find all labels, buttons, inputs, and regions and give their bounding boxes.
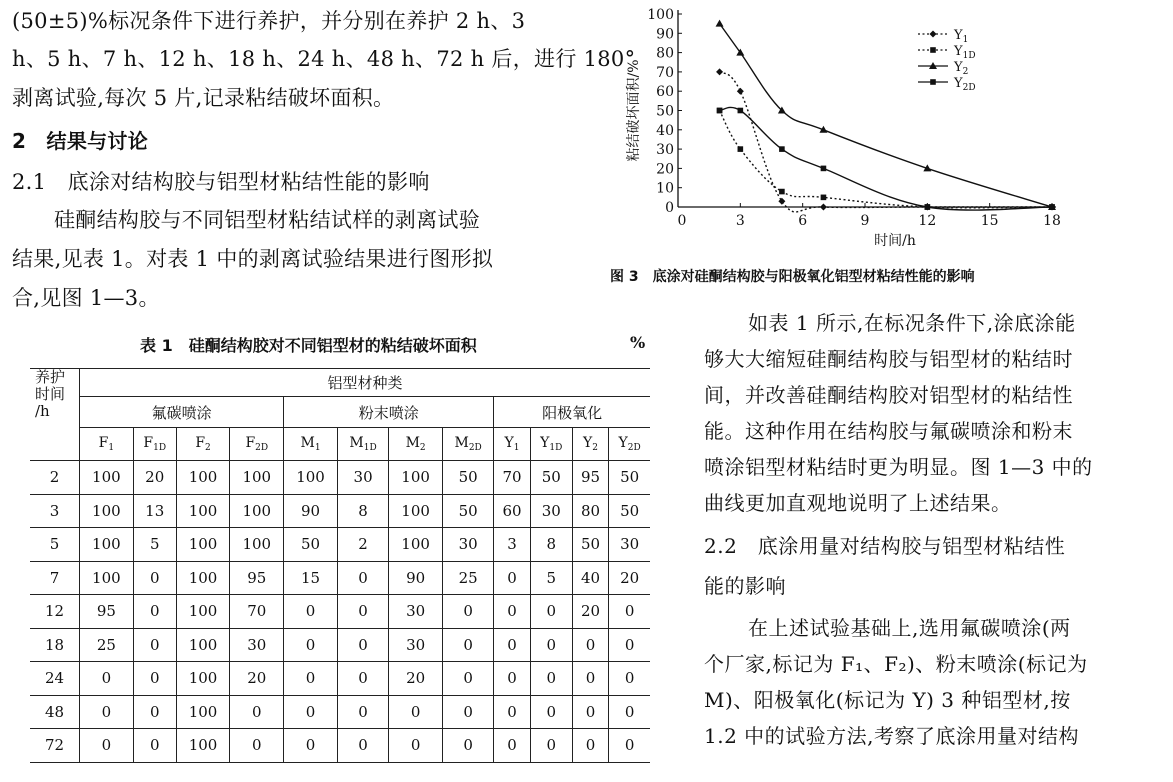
table-cell: 100 [80, 561, 134, 595]
x-tick-label: 0 [677, 213, 687, 229]
table-cell: 0 [494, 729, 530, 763]
table-cell: 100 [176, 528, 230, 562]
table-cell: 0 [494, 695, 530, 729]
table-cell: 0 [442, 662, 493, 696]
body-text-line: (50±5)%标况条件下进行养护，并分别在养护 2 h、3 [12, 9, 526, 33]
body-text-line: 剥离试验,每次 5 片,记录粘结破坏面积。 [12, 86, 395, 110]
data-point-y1d [821, 195, 827, 201]
figure-3 [612, 0, 1172, 300]
time-header: 养护 时间 /h [30, 369, 80, 461]
table-cell: 0 [442, 628, 493, 662]
table-cell: 50 [442, 461, 493, 495]
data-point-y2d [738, 108, 744, 114]
table-cell: 0 [530, 695, 572, 729]
body-text-line: 能。这种作用在结构胶与氟碳喷涂和粉末 [704, 419, 1073, 443]
table-row [30, 595, 650, 629]
time-cell: 3 [30, 494, 80, 528]
table-cell: 0 [609, 729, 650, 763]
time-cell: 5 [30, 528, 80, 562]
table-row [30, 561, 650, 595]
y-tick-label: 0 [665, 200, 674, 216]
table-cell: 100 [80, 494, 134, 528]
table-cell: 100 [176, 595, 230, 629]
table-cell: 0 [133, 628, 176, 662]
table-cell: 0 [337, 662, 388, 696]
y-tick-label: 50 [656, 103, 674, 120]
data-point-y2d [717, 108, 723, 114]
table-cell: 0 [284, 729, 338, 763]
column-header: $M_{1D}$ [337, 428, 388, 461]
body-text-line: 如表 1 所示,在标况条件下,涂底涂能 [748, 311, 1076, 335]
series-line-y2 [720, 24, 1052, 207]
data-point-y1 [716, 68, 723, 75]
table-cell: 100 [176, 662, 230, 696]
table-cell: 100 [230, 528, 284, 562]
y-tick-label: 60 [656, 84, 674, 101]
table-row [30, 695, 650, 729]
table-cell: 20 [389, 662, 443, 696]
table-cell: 0 [530, 729, 572, 763]
table-caption: 表 1 硅酮结构胶对不同铝型材的粘结破坏面积 [140, 336, 477, 355]
legend-marker [930, 31, 937, 38]
table-cell: 100 [176, 729, 230, 763]
y-tick-label: 80 [656, 45, 674, 62]
table-cell: 0 [389, 729, 443, 763]
column-header: $Y_1$ [494, 428, 530, 461]
legend-label: $Y_2$ [954, 60, 969, 77]
table-cell: 30 [389, 628, 443, 662]
data-point-y2d [779, 146, 785, 152]
subsection-heading: 2.2 底涂用量对结构胶与铝型材粘结性 [704, 534, 1066, 558]
table-cell: 15 [284, 561, 338, 595]
y-tick-label: 20 [656, 161, 674, 178]
data-point-y1 [737, 88, 744, 95]
time-cell: 18 [30, 628, 80, 662]
section-heading: 2 结果与讨论 [12, 129, 149, 153]
table-cell: 30 [230, 628, 284, 662]
table-cell: 30 [442, 528, 493, 562]
table-cell: 25 [80, 628, 134, 662]
data-table [30, 368, 650, 763]
table-cell: 2 [337, 528, 388, 562]
body-text-line: 1.2 中的试验方法,考察了底涂用量对结构 [704, 724, 1080, 748]
table-cell: 100 [176, 561, 230, 595]
table-cell: 0 [609, 595, 650, 629]
y-axis-label: 粘结破坏面积/% [626, 59, 642, 162]
table-cell: 0 [133, 695, 176, 729]
y-tick-label: 90 [656, 26, 674, 43]
table-unit: % [630, 333, 646, 352]
x-tick-label: 3 [735, 213, 745, 229]
table-cell: 0 [284, 595, 338, 629]
legend-label: $Y_{1D}$ [954, 44, 976, 61]
time-cell: 24 [30, 662, 80, 696]
table-cell: 0 [530, 595, 572, 629]
data-point-y2d [925, 204, 931, 210]
data-point-y2 [716, 20, 724, 27]
table-cell: 0 [494, 561, 530, 595]
time-cell: 7 [30, 561, 80, 595]
table-cell: 0 [572, 729, 608, 763]
table-cell: 30 [389, 595, 443, 629]
table-cell: 0 [337, 695, 388, 729]
body-text-line: 合,见图 1—3。 [12, 286, 160, 310]
x-tick-label: 12 [918, 213, 937, 229]
table-cell: 0 [572, 628, 608, 662]
table-cell: 50 [609, 494, 650, 528]
legend-marker [930, 47, 936, 53]
table-cell: 5 [133, 528, 176, 562]
column-header: $F_{1D}$ [133, 428, 176, 461]
group-header: 铝型材种类 [80, 369, 651, 397]
column-header: $F_{2D}$ [230, 428, 284, 461]
table-cell: 20 [230, 662, 284, 696]
table-cell: 100 [176, 461, 230, 495]
table-cell: 0 [230, 695, 284, 729]
table-cell: 50 [530, 461, 572, 495]
table-cell: 100 [230, 494, 284, 528]
table-cell: 100 [230, 461, 284, 495]
table-cell: 100 [176, 695, 230, 729]
table-cell: 0 [530, 628, 572, 662]
table-cell: 90 [389, 561, 443, 595]
table-cell: 0 [494, 628, 530, 662]
data-point-y2d [1049, 204, 1055, 210]
table-cell: 0 [284, 662, 338, 696]
table-row [30, 528, 650, 562]
table-cell: 0 [337, 561, 388, 595]
data-point-y1d [738, 146, 744, 152]
y-tick-label: 10 [656, 180, 674, 197]
table-cell: 100 [389, 494, 443, 528]
table-cell: 0 [494, 595, 530, 629]
body-text-line: 曲线更加直观地说明了上述结果。 [704, 491, 1012, 515]
body-text-line: 在上述试验基础上,选用氟碳喷涂(两 [748, 616, 1071, 640]
table-cell: 0 [80, 662, 134, 696]
column-header: $Y_{2D}$ [609, 428, 650, 461]
table-cell: 5 [530, 561, 572, 595]
body-text-line: 够大大缩短硅酮结构胶与铝型材的粘结时 [704, 347, 1073, 371]
table-cell: 50 [572, 528, 608, 562]
table-cell: 100 [176, 494, 230, 528]
table-cell: 0 [442, 695, 493, 729]
table-cell: 0 [609, 662, 650, 696]
legend-marker [930, 79, 936, 85]
table-cell: 100 [176, 628, 230, 662]
table-cell: 100 [284, 461, 338, 495]
table-cell: 0 [133, 729, 176, 763]
table-cell: 3 [494, 528, 530, 562]
table-body [30, 461, 650, 763]
table-cell: 0 [609, 695, 650, 729]
table-cell: 100 [80, 461, 134, 495]
y-tick-label: 40 [656, 122, 674, 139]
body-text-line: 结果,见表 1。对表 1 中的剥离试验结果进行图形拟 [12, 247, 494, 271]
subsection-heading: 2.1 底涂对结构胶与铝型材粘结性能的影响 [12, 170, 430, 194]
x-tick-label: 6 [798, 213, 808, 229]
table-row [30, 662, 650, 696]
x-tick-label: 18 [1043, 213, 1061, 229]
subsection-heading: 能的影响 [704, 574, 786, 598]
y-tick-label: 70 [656, 64, 674, 81]
table-cell: 8 [530, 528, 572, 562]
table-cell: 50 [609, 461, 650, 495]
table-cell: 20 [133, 461, 176, 495]
table-cell: 90 [284, 494, 338, 528]
table-cell: 13 [133, 494, 176, 528]
table-cell: 0 [572, 695, 608, 729]
table-cell: 80 [572, 494, 608, 528]
table-cell: 0 [337, 595, 388, 629]
column-header: $M_1$ [284, 428, 338, 461]
column-header: $M_2$ [389, 428, 443, 461]
table-cell: 30 [609, 528, 650, 562]
body-text-line: h、5 h、7 h、12 h、18 h、24 h、48 h、72 h 后，进行 180° [12, 47, 636, 71]
y-tick-label: 30 [656, 142, 674, 159]
table-cell: 25 [442, 561, 493, 595]
category-header: 氟碳喷涂 [80, 397, 284, 428]
table-cell: 0 [284, 628, 338, 662]
table-cell: 95 [230, 561, 284, 595]
data-point-y2d [821, 166, 827, 172]
table-cell: 0 [80, 729, 134, 763]
table-cell: 30 [530, 494, 572, 528]
table-cell: 60 [494, 494, 530, 528]
column-header: $Y_{1D}$ [530, 428, 572, 461]
legend-label: $Y_{2D}$ [954, 76, 976, 93]
category-header: 粉末喷涂 [284, 397, 494, 428]
table-cell: 0 [337, 729, 388, 763]
table-cell: 0 [494, 662, 530, 696]
table-cell: 0 [133, 595, 176, 629]
data-point-y1 [820, 204, 827, 211]
table-cell: 20 [572, 595, 608, 629]
series-line-y2d [720, 107, 1052, 210]
table-cell: 95 [80, 595, 134, 629]
table-cell: 0 [133, 662, 176, 696]
legend-label: $Y_1$ [954, 28, 969, 45]
table-cell: 8 [337, 494, 388, 528]
body-text-line: 硅酮结构胶与不同铝型材粘结试样的剥离试验 [54, 208, 480, 232]
y-tick-label: 100 [647, 7, 674, 23]
body-text-line: 个厂家,标记为 F₁、F₂)、粉末喷涂(标记为 [704, 652, 1088, 676]
table-cell: 0 [133, 561, 176, 595]
table-cell: 0 [442, 595, 493, 629]
x-axis-label: 时间/h [874, 233, 916, 249]
table-cell: 0 [389, 695, 443, 729]
body-text-line: M)、阳极氧化(标记为 Y) 3 种铝型材,按 [704, 688, 1071, 712]
table-cell: 0 [80, 695, 134, 729]
table-cell: 40 [572, 561, 608, 595]
body-text-line: 喷涂铝型材粘结时更为明显。图 1—3 中的 [704, 455, 1093, 479]
table-cell: 70 [230, 595, 284, 629]
time-cell: 72 [30, 729, 80, 763]
table-cell: 0 [442, 729, 493, 763]
table-row [30, 729, 650, 763]
time-cell: 12 [30, 595, 80, 629]
table-cell: 0 [572, 662, 608, 696]
figure-caption: 图 3 底涂对硅酮结构胶与阳极氧化铝型材粘结性能的影响 [610, 269, 975, 285]
data-point-y1d [779, 189, 785, 195]
line-chart [612, 0, 1172, 265]
table-cell: 100 [389, 528, 443, 562]
table-row [30, 494, 650, 528]
time-cell: 2 [30, 461, 80, 495]
table-cell: 100 [389, 461, 443, 495]
series-line-y1 [720, 72, 1052, 212]
table-cell: 0 [284, 695, 338, 729]
column-header-row [30, 428, 650, 461]
time-cell: 48 [30, 695, 80, 729]
table-cell: 0 [230, 729, 284, 763]
table-row [30, 628, 650, 662]
column-header: $F_1$ [80, 428, 134, 461]
column-header: $M_{2D}$ [442, 428, 493, 461]
table-cell: 0 [530, 662, 572, 696]
table-cell: 0 [609, 628, 650, 662]
table-row [30, 461, 650, 495]
x-tick-label: 15 [980, 213, 999, 229]
table-cell: 95 [572, 461, 608, 495]
table-cell: 50 [442, 494, 493, 528]
table-cell: 50 [284, 528, 338, 562]
column-header: $Y_2$ [572, 428, 608, 461]
table-cell: 70 [494, 461, 530, 495]
table-cell: 100 [80, 528, 134, 562]
category-header: 阳极氧化 [494, 397, 650, 428]
x-tick-label: 9 [860, 213, 870, 229]
column-header: $F_2$ [176, 428, 230, 461]
table-cell: 20 [609, 561, 650, 595]
series-line-y1d [720, 111, 1052, 208]
body-text-line: 间，并改善硅酮结构胶对铝型材的粘结性 [704, 383, 1073, 407]
table-cell: 0 [337, 628, 388, 662]
table-cell: 30 [337, 461, 388, 495]
